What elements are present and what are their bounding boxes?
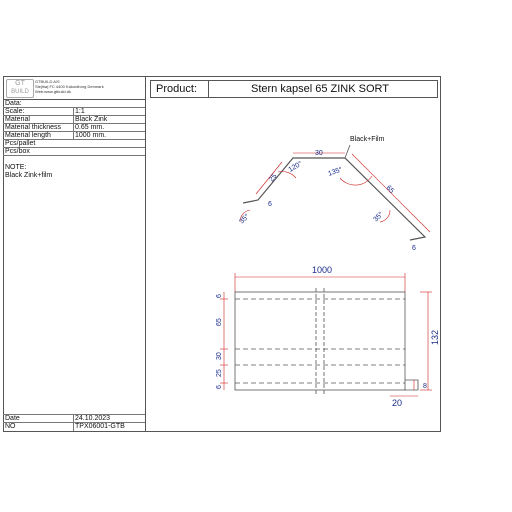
dim-132: 132 (430, 329, 440, 345)
company-web: Web:www.gtbuild.dk (35, 89, 71, 94)
angle-120: 120° (287, 160, 304, 174)
date-row: Date 24.10.2023 (3, 414, 145, 423)
info-row-length: Material length 1000 mm. (3, 132, 145, 140)
dim-6-top: 6 (216, 294, 223, 298)
plan-labels (216, 265, 440, 408)
angle-135: 135° (327, 166, 344, 178)
film-label: Black+Film (350, 136, 385, 143)
dim-65: 65 (384, 184, 396, 195)
logo-top: GT (15, 80, 25, 87)
profile-view (243, 145, 425, 240)
film-leader (345, 145, 350, 158)
company-name: GTBUILD A/S (35, 79, 60, 84)
dim-25: 25 (268, 172, 279, 184)
company-address: Stejlhøj FC 4400 Kalundborg Denmark (35, 84, 104, 89)
note-text: Black Zink+film (5, 172, 53, 179)
dim-6-bottom: 6 (216, 385, 223, 389)
logo-bottom: BUILD (11, 89, 29, 95)
dim-1000: 1000 (312, 265, 333, 275)
dim-6-left: 6 (268, 201, 272, 208)
number-row: NO TPX06001-GTB (3, 422, 145, 431)
plan-outline (235, 292, 405, 390)
info-row-pcs-box: Pcs/box (3, 148, 145, 156)
dim-30: 30 (315, 150, 323, 157)
dim-6-right: 6 (412, 245, 416, 252)
product-label: Product: (156, 83, 197, 95)
dim-30-plan: 30 (216, 352, 223, 360)
note-label: NOTE: (5, 164, 27, 171)
angle-35-right: 35° (372, 210, 385, 224)
info-row-data: Data: (3, 100, 145, 108)
info-row-material: Material Black Zink (3, 116, 145, 124)
dim-65-plan: 65 (216, 318, 223, 326)
profile-dimensions (240, 153, 430, 232)
profile-labels (238, 136, 416, 252)
info-row-pcs-pallet: Pcs/pallet (3, 140, 145, 148)
info-row-thickness: Material thickness 0.65 mm. (3, 124, 145, 132)
plan-dimensions (220, 273, 432, 396)
dim-8: 8 (423, 383, 427, 390)
angle-35-left: 35° (238, 212, 251, 226)
dim-20: 20 (392, 398, 403, 408)
info-row-scale: Scale: 1:1 (3, 108, 145, 116)
product-name: Stern kapsel 65 ZINK SORT (251, 83, 389, 95)
dim-25-plan: 25 (216, 369, 223, 377)
plan-view (235, 288, 418, 394)
